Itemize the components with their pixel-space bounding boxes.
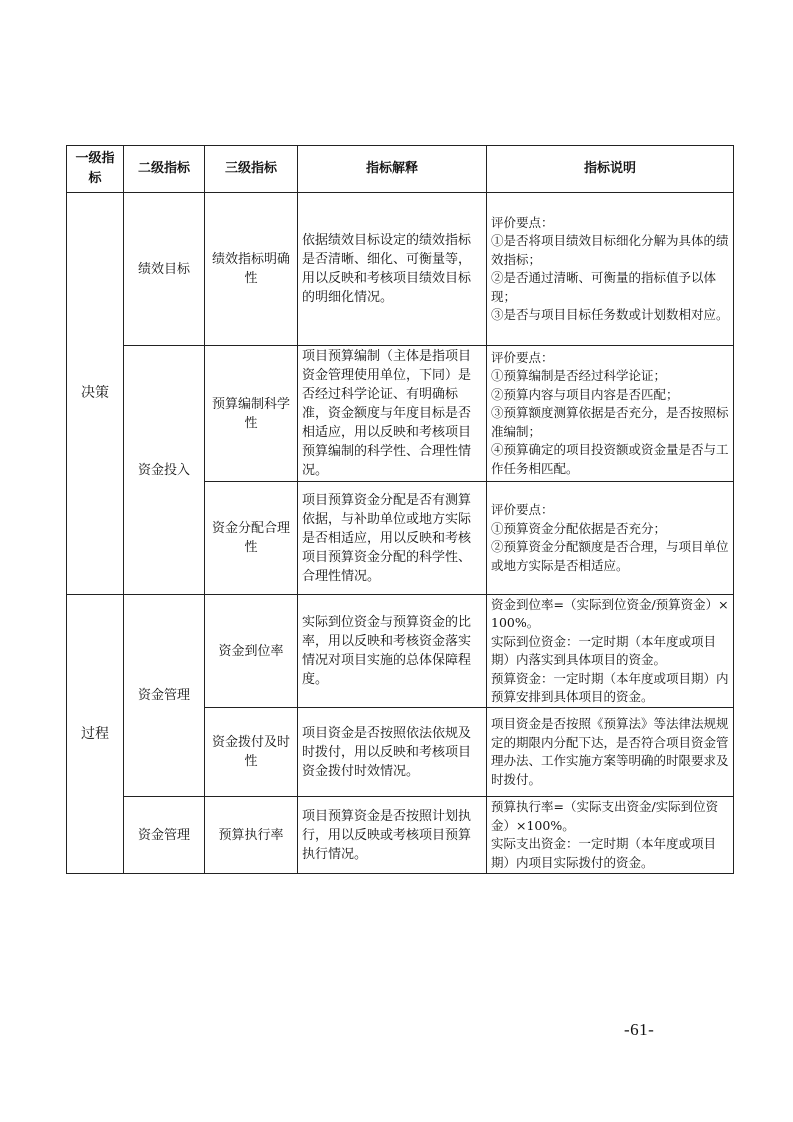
explanation-cell: 项目预算编制（主体是指项目资金管理使用单位，下同）是否经过科学论证、有明确标准，资金额度与年度目标是否相适应，用以反映和考核项目预算编制的科学性、合理性情况。: [298, 346, 487, 482]
note-line: 实际支出资金：一定时期（本年度或项目期）内项目实际拨付的资金。: [491, 836, 717, 870]
level1-cell: 过程: [67, 595, 124, 874]
note-line: 预算执行率=（实际支出资金/实际到位资金）×100%。: [491, 799, 719, 833]
note-line: 评价要点：: [491, 502, 554, 517]
table-header-row: [67, 146, 734, 193]
table-row: [67, 346, 734, 482]
note-line: ②预算资金分配额度是否合理，与项目单位或地方实际是否相适应。: [491, 539, 729, 573]
level2-cell: 绩效目标: [124, 193, 205, 346]
level3-cell: 资金到位率: [205, 595, 298, 708]
notes-cell: [487, 708, 734, 797]
notes-cell: [487, 797, 734, 874]
indicator-table: [66, 145, 734, 874]
header-level2: 二级指标: [124, 146, 205, 193]
note-line: ①预算编制是否经过科学论证；: [491, 368, 667, 384]
explanation-cell: 项目预算资金是否按照计划执行，用以反映或考核项目预算执行情况。: [298, 797, 487, 874]
level3-cell: 资金拨付及时性: [205, 708, 298, 797]
note-line: 项目资金是否按照《预算法》等法律法规规定的期限内分配下达，是否符合项目资金管理办法、工作实施方案等明确的时限要求及时拨付。: [491, 716, 729, 787]
note-line: 预算资金：一定时期（本年度或项目期）内预算安排到具体项目的资金。: [491, 670, 729, 704]
notes-cell: [487, 193, 734, 346]
level3-cell: 预算执行率: [205, 797, 298, 874]
explanation-cell: 依据绩效目标设定的绩效指标是否清晰、细化、可衡量等，用以反映和考核项目绩效目标的明细化情况。: [298, 193, 487, 346]
table-row: [67, 595, 734, 708]
explanation-cell: 项目资金是否按照依法依规及时拨付，用以反映和考核项目资金拨付时效情况。: [298, 708, 487, 797]
table-row: [67, 193, 734, 346]
notes-cell: [487, 595, 734, 708]
note-line: ③是否与项目目标任务数或计划数相对应。: [491, 307, 729, 322]
header-notes: 指标说明: [487, 146, 734, 193]
note-line: ①是否将项目绩效目标细化分解为具体的绩效指标；: [491, 233, 729, 267]
header-explanation: 指标解释: [298, 146, 487, 193]
table-row: [67, 797, 734, 874]
level1-cell: 决策: [67, 193, 124, 595]
note-line: 实际到位资金：一定时期（本年度或项目期）内落实到具体项目的资金。: [491, 633, 717, 667]
level2-cell: 资金管理: [124, 797, 205, 874]
note-line: 资金到位率=（实际到位资金/预算资金）×100%。: [491, 596, 729, 630]
header-level1: 一级指标: [67, 146, 124, 193]
note-line: 评价要点：: [491, 349, 554, 365]
note-line: ③预算额度测算依据是否充分，是否按照标准编制；: [491, 405, 729, 439]
note-line: ④预算确定的项目投资额或资金量是否与工作任务相匹配。: [491, 442, 729, 476]
notes-cell: [487, 482, 734, 595]
note-line: ②预算内容与项目内容是否匹配；: [491, 386, 679, 402]
note-line: ①预算资金分配依据是否充分；: [491, 520, 667, 536]
level3-cell: 预算编制科学性: [205, 346, 298, 482]
note-line: 评价要点：: [491, 214, 554, 230]
level3-cell: 资金分配合理性: [205, 482, 298, 595]
page-number: -61-: [624, 1020, 655, 1039]
level2-cell: 资金投入: [124, 346, 205, 595]
notes-cell: [487, 346, 734, 482]
note-line: ②是否通过清晰、可衡量的指标值予以体现；: [491, 270, 717, 304]
level2-cell: 资金管理: [124, 595, 205, 797]
level3-cell: 绩效指标明确性: [205, 193, 298, 346]
explanation-cell: 项目预算资金分配是否有测算依据，与补助单位或地方实际是否相适应，用以反映和考核项目预算资金分配的科学性、合理性情况。: [298, 482, 487, 595]
header-level3: 三级指标: [205, 146, 298, 193]
explanation-cell: 实际到位资金与预算资金的比率，用以反映和考核资金落实情况对项目实施的总体保障程度。: [298, 595, 487, 708]
